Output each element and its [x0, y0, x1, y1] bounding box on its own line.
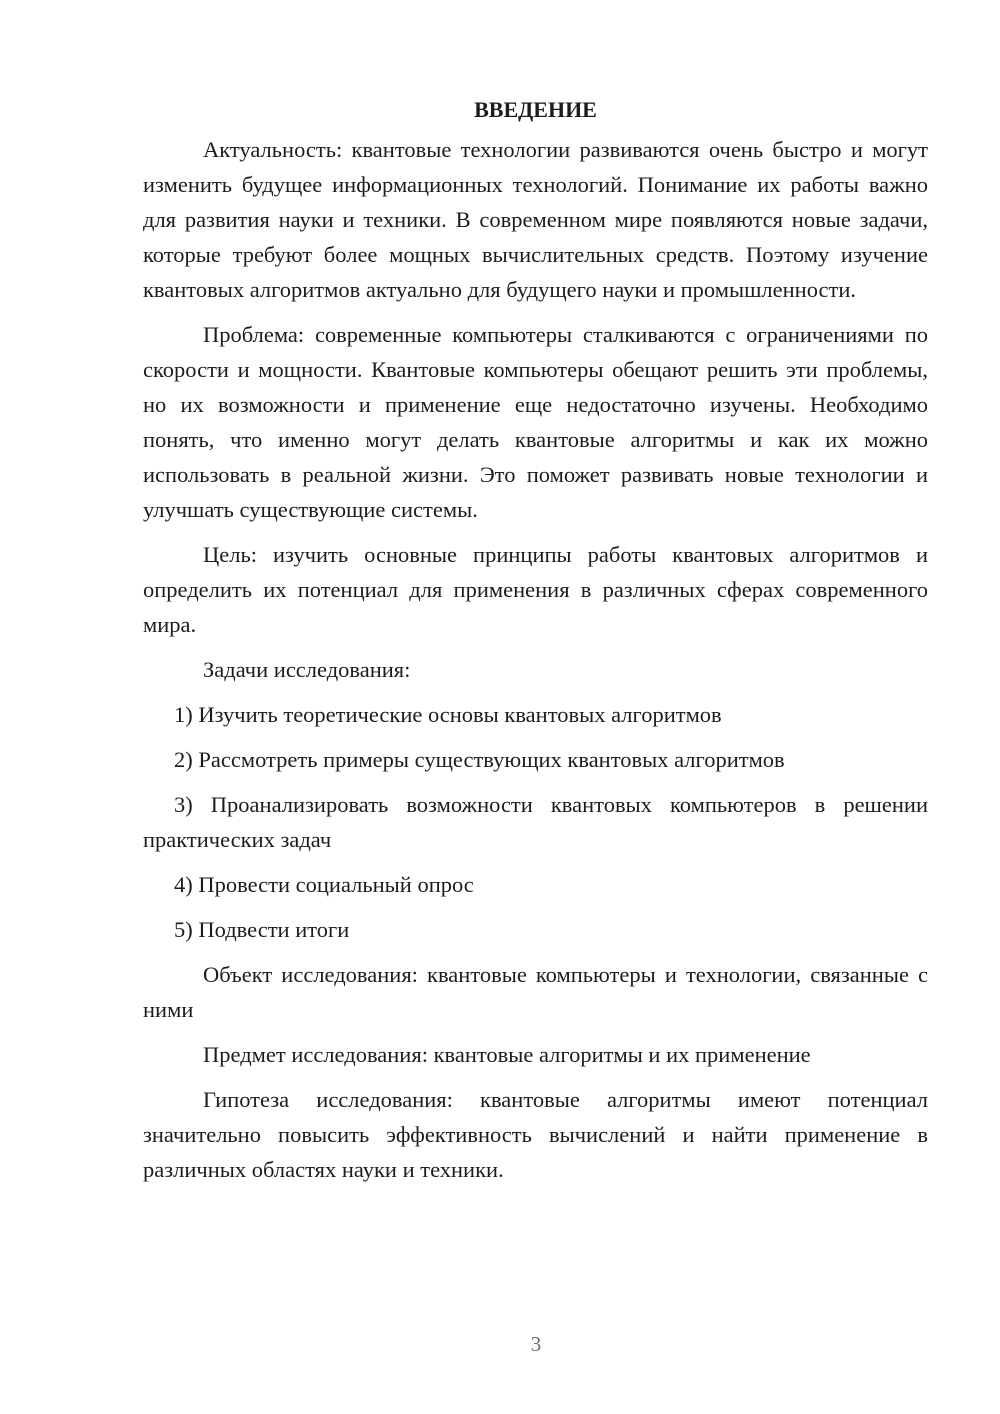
task-item-4: 4) Провести социальный опрос: [174, 872, 474, 897]
subject-paragraph: Предмет исследования: квантовые алгоритмы и их применение: [203, 1042, 811, 1067]
goal-paragraph: Цель: изучить основные принципы работы квантовых алгоритмов и определить их потенциал для применения в различных сферах современного мира.: [143, 542, 928, 637]
relevance-paragraph: Актуальность: квантовые технологии развиваются очень быстро и могут изменить будущее информационных технологий. Понимание их работы важно для развития науки и техники. В современном мире появляются новые задачи, которые требуют более мощных вычислительных средств. Поэтому изучение квантовых алгоритмов актуально для будущего науки и промышленности.: [143, 137, 928, 302]
tasks-title: Задачи исследования:: [203, 657, 411, 682]
task-item-3: 3) Проанализировать возможности квантовых компьютеров в решении практических задач: [143, 792, 928, 852]
object-paragraph: Объект исследования: квантовые компьютеры и технологии, связанные с ними: [143, 962, 928, 1022]
task-item-1: 1) Изучить теоретические основы квантовых алгоритмов: [174, 702, 722, 727]
page-number: 3: [530, 1332, 542, 1356]
task-item-2: 2) Рассмотреть примеры существующих квантовых алгоритмов: [174, 747, 785, 772]
problem-paragraph: Проблема: современные компьютеры сталкиваются с ограничениями по скорости и мощности. Квантовые компьютеры обещают решить эти проблемы, но их возможности и применение еще недостаточно изучены. Необходимо понять, что именно могут делать квантовые алгоритмы и как их можно использовать в реальной жизни. Это поможет развивать новые технологии и улучшать существующие системы.: [143, 322, 928, 522]
page-content: [143, 92, 928, 1197]
task-item-5: 5) Подвести итоги: [174, 917, 350, 942]
hypothesis-paragraph: Гипотеза исследования: квантовые алгоритмы имеют потенциал значительно повысить эффективность вычислений и найти применение в различных областях науки и техники.: [143, 1087, 928, 1182]
section-heading: ВВЕДЕНИЕ: [474, 97, 597, 122]
